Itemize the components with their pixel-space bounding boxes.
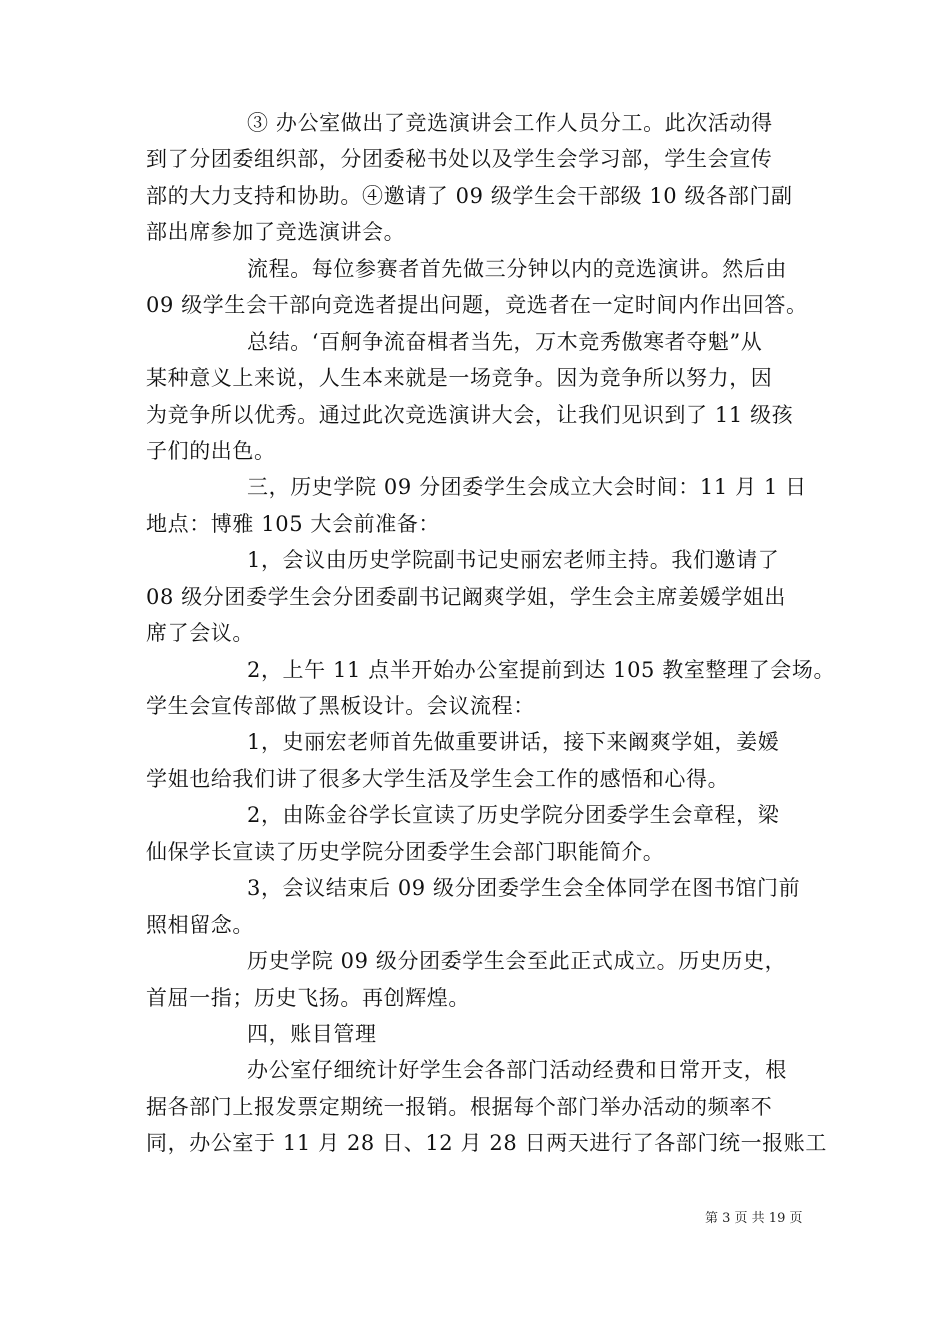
text-line: 历史学院 09 级分团委学生会至此正式成立。历史历史， (247, 949, 787, 974)
text-line: 办公室仔细统计好学生会各部门活动经费和日常开支，根 (247, 1058, 787, 1083)
text-line: 2，由陈金谷学长宣读了历史学院分团委学生会章程，梁 (247, 803, 780, 828)
text-line: 据各部门上报发票定期统一报销。根据每个部门举办活动的频率不 (146, 1094, 773, 1119)
text-line: 学生会宣传部做了黑板设计。会议流程： (146, 694, 535, 718)
section-heading: 四，账目管理 (247, 1021, 377, 1046)
text-line: 部的大力支持和协助。④邀请了 09 级学生会干部级 10 级各部门副 (146, 183, 793, 208)
text-line: 某种意义上来说，人生本来就是一场竞争。因为竞争所以努力，因 (146, 366, 773, 391)
text-line: ③ 办公室做出了竞选演讲会工作人员分工。此次活动得 (247, 111, 773, 135)
text-line: 首屈一指；历史飞扬。再创辉煌。 (146, 985, 470, 1010)
text-line: 部出席参加了竞选演讲会。 (146, 220, 406, 245)
text-line: 地点：博雅 105 大会前准备： (146, 511, 441, 536)
section-heading: 三，历史学院 09 分团委学生会成立大会时间：11 月 1 日 (247, 475, 807, 500)
document-body (146, 105, 836, 1162)
page-number: 第 3 页 共 19 页 (705, 1211, 803, 1226)
text-line: 席了会议。 (146, 621, 254, 646)
text-line: 子们的出色。 (146, 438, 276, 463)
text-line: 学姐也给我们讲了很多大学生活及学生会工作的感悟和心得。 (146, 766, 730, 791)
text-line: 08 级分团委学生会分团委副书记阚爽学姐，学生会主席姜媛学姐出 (146, 584, 786, 609)
text-line: 2，上午 11 点半开始办公室提前到达 105 教室整理了会场。 (247, 657, 836, 682)
text-line: 为竞争所以优秀。通过此次竞选演讲大会，让我们见识到了 11 级孩 (146, 402, 794, 427)
text-line: 总结。‘百舸争流奋楫者当先，万木竞秀傲寒者夺魁”从 (247, 329, 763, 354)
text-line: 09 级学生会干部向竞选者提出问题，竞选者在一定时间内作出回答。 (146, 293, 808, 318)
text-line: 照相留念。 (146, 912, 254, 937)
text-line: 1，会议由历史学院副书记史丽宏老师主持。我们邀请了 (247, 548, 780, 573)
text-line: 到了分团委组织部，分团委秘书处以及学生会学习部，学生会宣传 (146, 147, 773, 172)
text-line: 流程。每位参赛者首先做三分钟以内的竞选演讲。然后由 (247, 256, 787, 281)
text-line: 3，会议结束后 09 级分团委学生会全体同学在图书馆门前 (247, 876, 801, 901)
text-line: 1，史丽宏老师首先做重要讲话，接下来阚爽学姐，姜媛 (247, 730, 780, 755)
text-line: 仙保学长宣读了历史学院分团委学生会部门职能简介。 (146, 839, 665, 864)
text-line: 同，办公室于 11 月 28 日、12 月 28 日两天进行了各部门统一报账工 (146, 1131, 828, 1156)
